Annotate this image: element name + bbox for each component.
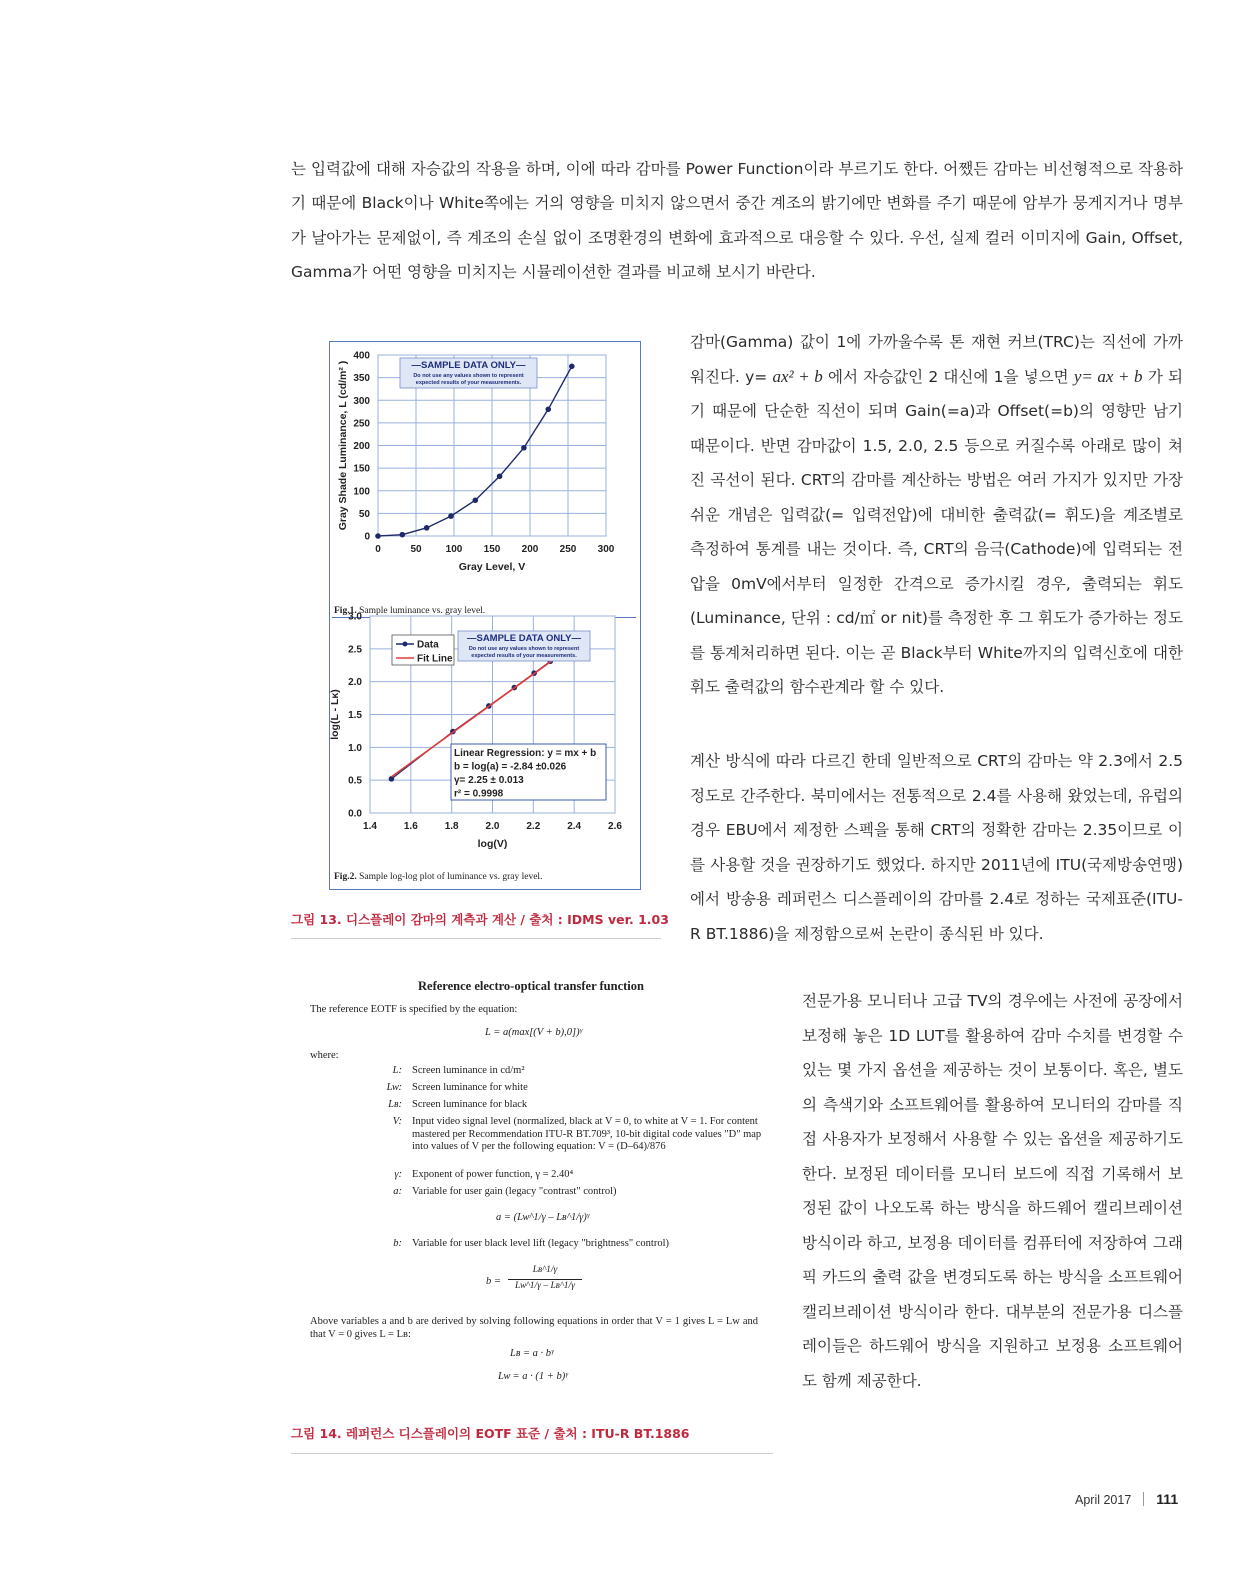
eotf-main-equation: L = a(max[(V + b),0])ᵞ xyxy=(485,1027,582,1038)
legend-data-label: Data xyxy=(417,639,439,651)
eotf-equation-b-lhs: b = xyxy=(486,1276,501,1287)
definition-symbol: a: xyxy=(393,1186,402,1197)
y-tick-label: 0 xyxy=(364,531,370,543)
x-tick-label: 1.6 xyxy=(403,821,418,832)
def-b-desc: Variable for user black level lift (legacy "brightness" control) xyxy=(412,1238,669,1249)
eotf-equation-b-num: Lʙ^1/γ xyxy=(532,1265,558,1275)
x-tick-label: 250 xyxy=(559,544,577,555)
y-tick-label: 2.5 xyxy=(348,644,362,656)
formula-linear: y= ax + b xyxy=(1073,366,1143,386)
y-tick-label: 350 xyxy=(353,373,370,385)
x-tick-label: 150 xyxy=(483,544,501,555)
data-point xyxy=(389,776,395,782)
eotf-intro: The reference EOTF is specified by the equation: xyxy=(310,1004,518,1015)
eotf-title: Reference electro-optical transfer function xyxy=(418,979,644,993)
gamma-paragraph xyxy=(690,325,1183,705)
y-tick-label: 250 xyxy=(353,418,370,430)
definition-symbol: L: xyxy=(392,1065,402,1076)
x-tick-label: 100 xyxy=(445,544,463,555)
regression-line: b = log(a) = -2.84 ±0.026 xyxy=(454,761,567,773)
data-point xyxy=(521,445,527,451)
luminance-chart xyxy=(330,342,640,612)
fig1-caption-label: Fig.1. xyxy=(334,606,357,616)
definition-text: Input video signal level (normalized, black at V = 0, to white at V = 1. For content mastered per Recommendation ITU-R BT.709³, 10-bit digital code values "D" map into values of V per the following equation: V = (D–64)/876 xyxy=(412,1116,762,1152)
x-tick-label: 0 xyxy=(375,544,381,555)
page-number: 111 xyxy=(1156,1491,1179,1507)
y-tick-label: 1.0 xyxy=(348,742,362,754)
caption-rule xyxy=(291,938,661,939)
definition-symbol: Lʙ: xyxy=(388,1099,402,1110)
sample-data-note: Do not use any values shown to represent xyxy=(468,646,580,652)
y-tick-label: 200 xyxy=(353,441,370,452)
regression-line: Linear Regression: y = mx + b xyxy=(454,748,597,759)
x-axis-label: Gray Level, V xyxy=(458,561,526,573)
eotf-above-text: Above variables a and b are derived by solving following equations in order that V = 1 gives L = Lᴡ and that V = 0 gives L = Lʙ: xyxy=(310,1316,758,1340)
x-tick-label: 2.6 xyxy=(608,821,622,832)
x-tick-label: 50 xyxy=(410,544,422,555)
eotf-figure xyxy=(310,979,762,1412)
y-tick-label: 300 xyxy=(353,395,370,407)
data-point xyxy=(569,364,575,370)
figure-14-caption: 그림 14. 레퍼런스 디스플레이의 EOTF 표준 / 출처 : ITU-R BT.1886 xyxy=(291,1426,690,1441)
data-point xyxy=(375,533,381,539)
definition-text: Screen luminance in cd/m² xyxy=(412,1065,525,1076)
definition-symbol: Lᴡ: xyxy=(386,1082,402,1093)
y-axis-label: Gray Shade Luminance, L (cd/m² ) xyxy=(337,360,349,531)
calibration-paragraph: 전문가용 모니터나 고급 TV의 경우에는 사전에 공장에서 보정해 놓은 1D LUT를 활용하여 감마 수치를 변경할 수 있는 몇 가지 옵션을 제공하는 것이 보통이다. 혹은, 별도의 측색기와 소프트웨어를 활용하여 모니터의 감마를 직접 사용자가 보정해서 사용할 수 있는 옵션을 제공하기도 한다. 보정된 데이터를 모니터 보드에 직접 기록해서 보정된 값이 나오도록 하는 방식을 하드웨어 캘리브레이션 방식이라 하고, 보정용 데이터를 컴퓨터에 저장하여 그래픽 카드의 출력 값을 변경되도록 하는 방식을 소프트웨어 캘리브레이션 방식이라 한다. 대부분의 전문가용 디스플레이들은 하드웨어 방식을 지원하고 보정용 소프트웨어도 함께 제공한다. xyxy=(802,992,1183,1390)
eotf-equation-b-den: Lᴡ^1/γ – Lʙ^1/γ xyxy=(515,1281,575,1291)
y-tick-label: 100 xyxy=(353,486,370,498)
log-log-chart xyxy=(330,604,640,874)
y-tick-label: 2.0 xyxy=(348,677,362,689)
data-point xyxy=(448,513,454,519)
intro-paragraph: 는 입력값에 대해 자승값의 작용을 하며, 이에 따라 감마를 Power Function이라 부르기도 한다. 어쨌든 감마는 비선형적으로 작용하기 때문에 Black이나 White쪽에는 거의 영향을 미치지 않으면서 중간 계조의 밝기에만 변화를 주기 때문에 암부가 뭉게지거나 명부가 날아가는 문제없이, 즉 계조의 손실 없이 조명환경의 변화에 효과적으로 대응할 수 있다. 우선, 실제 컬러 이미지에 Gain, Offset, Gamma가 어떤 영향을 미치지는 시뮬레이션한 결과를 비교해 보시기 바란다. xyxy=(291,160,1183,282)
y-tick-label: 0.5 xyxy=(348,775,362,787)
y-tick-label: 50 xyxy=(358,508,370,520)
sample-data-title: —SAMPLE DATA ONLY— xyxy=(411,360,526,371)
eotf-equation-lw: Lᴡ = a · (1 + b)ᵞ xyxy=(498,1371,568,1382)
eotf-where: where: xyxy=(310,1050,339,1061)
definition-text: Screen luminance for white xyxy=(412,1082,528,1093)
y-tick-label: 1.5 xyxy=(348,710,362,721)
gamma-text-b: 에서 자승값인 2 대신에 1을 넣으면 xyxy=(828,367,1069,386)
eotf-equation-a: a = (Lᴡ^1/γ – Lʙ^1/γ)ᵞ xyxy=(496,1212,590,1223)
gamma-text-a: 감마(Gamma) 값이 1에 가까울수록 톤 재현 커브(TRC)는 직선에 가까워진다. y= xyxy=(690,333,1183,386)
sample-data-note: Do not use any values shown to represent xyxy=(413,373,524,379)
crt-gamma-paragraph: 계산 방식에 따라 다르긴 한데 일반적으로 CRT의 감마는 약 2.3에서 2.5 정도로 간주한다. 북미에서는 전통적으로 2.4를 사용해 왔었는데, 유럽의 경우 EBU에서 제정한 스펙을 통해 CRT의 정확한 감마는 2.35이므로 이를 사용할 것을 권장하기도 했었다. 하지만 2011년에 ITU(국제방송연맹)에서 방송용 레퍼런스 디스플레이의 감마를 2.4로 정하는 국제표준(ITU-R BT.1886)을 제정함으로써 논란이 종식된 바 있다. xyxy=(690,752,1183,943)
fig2-caption xyxy=(334,872,542,882)
sample-data-note: expected results of your measurements. xyxy=(471,653,577,659)
sample-data-note: expected results of your measurements. xyxy=(415,380,522,386)
x-tick-label: 2.4 xyxy=(567,821,582,832)
data-point xyxy=(497,473,503,479)
caption-rule-2 xyxy=(291,1453,773,1454)
footer-separator xyxy=(1143,1492,1144,1506)
x-tick-label: 2.0 xyxy=(485,821,500,832)
definition-symbol: γ: xyxy=(394,1169,402,1180)
data-point xyxy=(545,407,551,413)
regression-line: γ= 2.25 ± 0.013 xyxy=(454,775,524,786)
figure-13-caption: 그림 13. 디스플레이 감마의 계측과 계산 / 출처 : IDMS ver. 1.03 xyxy=(291,912,669,927)
definition-text: Variable for user gain (legacy "contrast" control) xyxy=(412,1186,617,1197)
legend-data-marker xyxy=(403,642,408,647)
def-b-symbol: b: xyxy=(393,1238,402,1249)
regression-line: r² = 0.9998 xyxy=(454,788,504,800)
x-tick-label: 1.8 xyxy=(444,821,459,832)
y-tick-label: 400 xyxy=(353,350,370,362)
x-tick-label: 200 xyxy=(521,544,539,555)
definition-text: Exponent of power function, γ = 2.40⁴ xyxy=(412,1169,574,1180)
issue-date: April 2017 xyxy=(1075,1493,1132,1507)
x-tick-label: 1.4 xyxy=(363,821,377,832)
fig2-caption-text: Sample log-log plot of luminance vs. gray level. xyxy=(359,872,543,882)
y-tick-label: 3.0 xyxy=(348,611,362,623)
gamma-text-c: 가 되기 때문에 단순한 직선이 되며 Gain(=a)과 Offset(=b)의 영향만 남기 때문이다. 반면 감마값이 1.5, 2.0, 2.5 등으로 커질수록 아래로 많이 쳐진 곡선이 된다. CRT의 감마를 계산하는 방법은 여러 가지가 있지만 가장 쉬운 개념은 입력값(= 입력전압)에 대비한 출력값(= 휘도)을 계조별로 측정하여 통계를 내는 것이다. 즉, CRT의 음극(Cathode)에 입력되는 전압을 0mV에서부터 일정한 간격으로 증가시킬 경우, 출력되는 휘도(Luminance, 단위 : cd/㎡ or nit)를 측정한 후 그 휘도가 증가하는 정도를 통계처리하면 된다. 이는 곧 Black부터 White까지의 입력신호에 대한 휘도 출력값의 함수관계라 할 수 있다. xyxy=(690,367,1183,696)
definition-text: Screen luminance for black xyxy=(412,1099,528,1110)
legend-fit-label: Fit Line xyxy=(417,653,453,665)
eotf-equation-lb: Lʙ = a · bᵞ xyxy=(510,1348,554,1359)
y-axis-label: log(L - Lᴋ) xyxy=(329,689,341,740)
eotf-def-b xyxy=(378,1238,669,1249)
x-tick-label: 2.2 xyxy=(526,821,541,832)
fraction-bar xyxy=(508,1279,582,1280)
data-point xyxy=(400,532,406,538)
fig2-caption-label: Fig.2. xyxy=(334,872,357,882)
x-axis-label: log(V) xyxy=(477,838,508,850)
y-tick-label: 0.0 xyxy=(348,808,362,820)
figure-13-panel xyxy=(329,341,641,890)
data-point xyxy=(424,525,430,531)
data-point xyxy=(472,497,478,503)
formula-quadratic: ax² + b xyxy=(772,366,823,386)
sample-data-title: —SAMPLE DATA ONLY— xyxy=(466,633,582,644)
y-tick-label: 150 xyxy=(353,463,370,475)
fig1-caption-text: Sample luminance vs. gray level. xyxy=(359,606,486,616)
page-footer xyxy=(1075,1491,1178,1509)
definition-symbol: V: xyxy=(392,1116,402,1127)
x-tick-label: 300 xyxy=(597,544,615,555)
